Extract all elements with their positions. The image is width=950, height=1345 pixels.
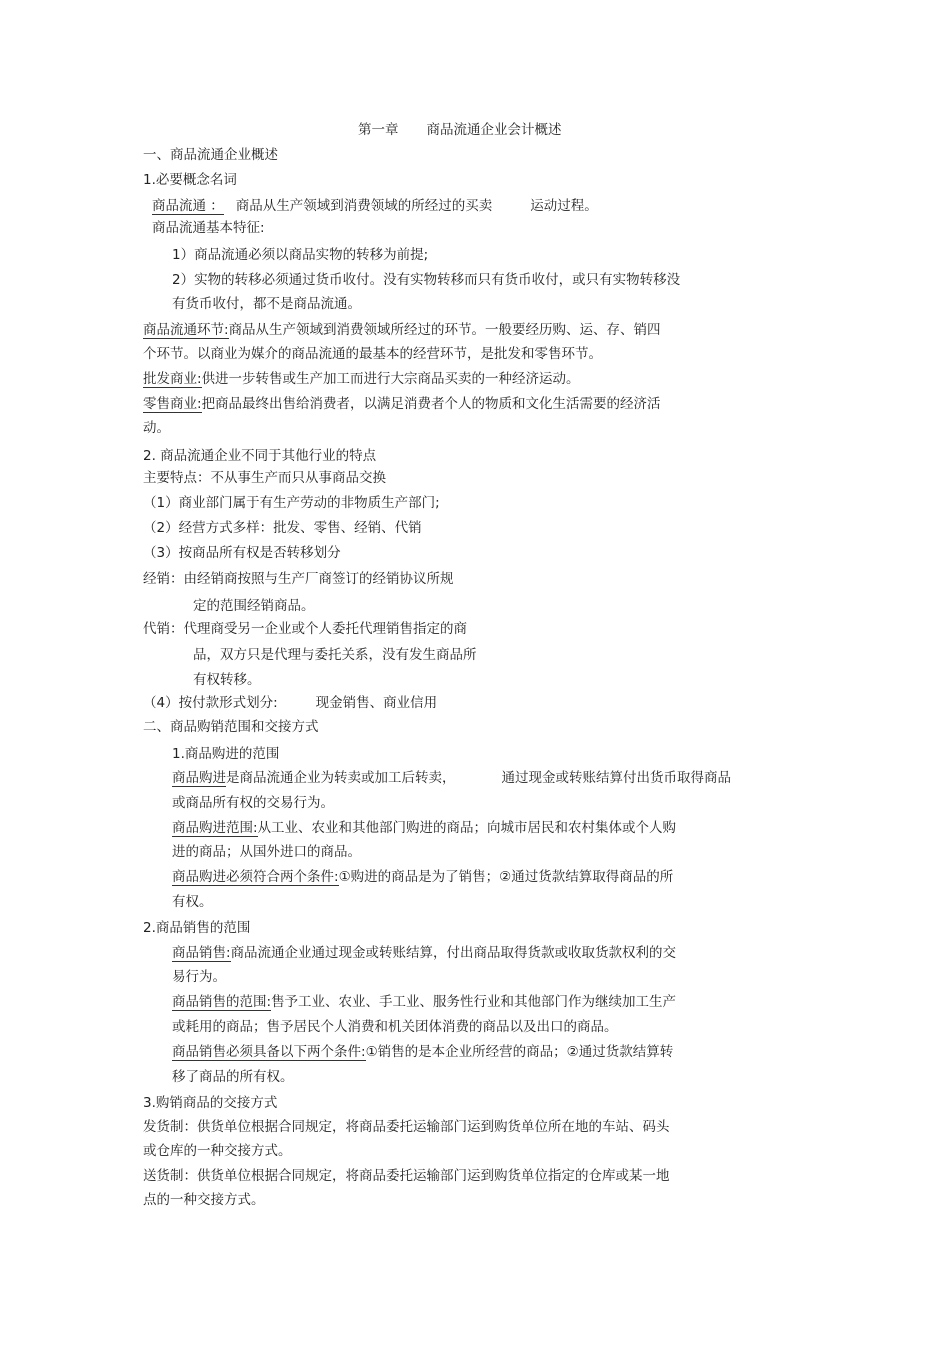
subheading-1-1: 1.必要概念名词 (143, 172, 237, 188)
chapter-number: 第一章 (358, 122, 399, 138)
term-shipment: 发货制：供货单位根据合同规定，将商品委托运输部门运到购货单位所在地的车站、码头 (143, 1119, 670, 1135)
term-delivery: 送货制：供货单位根据合同规定，将商品委托运输部门运到购货单位指定的仓库或某一地 (143, 1168, 670, 1184)
term-label: 商品购进范围: (172, 820, 258, 836)
paragraph-line: 移了商品的所有权。 (172, 1069, 294, 1085)
term-label: 商品购进必须符合两个条件: (172, 869, 339, 885)
term-label: 商品流通 ： (152, 198, 224, 214)
term-distribution: 经销：由经销商按照与生产厂商签订的经销协议所规 (143, 571, 454, 587)
term-label: 商品流通环节: (143, 322, 229, 338)
list-item: （2）经营方式多样：批发、零售、经销、代销 (143, 520, 422, 536)
term-sales-scope: 商品销售的范围:售予工业、农业、手工业、服务性行业和其他部门作为继续加工生产 (172, 994, 677, 1010)
list-item: （3）按商品所有权是否转移划分 (143, 545, 341, 561)
term-purchase: 商品购进是商品流通企业为转卖或加工后转卖， 通过现金或转账结算付出货币取得商品 (172, 770, 731, 786)
feature-item: 2）实物的转移必须通过货币收付。没有实物转移而只有货币收付，或只有实物转移没 (172, 272, 681, 288)
paragraph-line: 或耗用的商品；售予居民个人消费和机关团体消费的商品以及出口的商品。 (172, 1019, 618, 1035)
list-item: （1）商业部门属于有生产劳动的非物质生产部门; (143, 495, 440, 511)
subheading-2-1: 1.商品购进的范围 (172, 746, 280, 762)
main-feature: 主要特点：不从事生产而只从事商品交换 (143, 470, 386, 486)
paragraph-line: 定的范围经销商品。 (193, 598, 315, 614)
subheading-2-2: 2.商品销售的范围 (143, 920, 251, 936)
term-label: 批发商业: (143, 371, 202, 387)
subheading-2-3: 3.购销商品的交接方式 (143, 1095, 278, 1111)
paragraph-line: 有权。 (172, 894, 213, 910)
chapter-name: 商品流通企业会计概述 (426, 122, 562, 138)
term-circulation-link: 商品流通环节:商品从生产领域到消费领域所经过的环节。一般要经历购、运、存、销四 (143, 322, 661, 338)
section-heading-1: 一、商品流通企业概述 (143, 147, 278, 163)
feature-item: 1）商品流通必须以商品实物的转移为前提; (172, 247, 429, 263)
paragraph-line: 或仓库的一种交接方式。 (143, 1143, 292, 1159)
term-label: 商品销售: (172, 945, 231, 961)
feature-item-cont: 有货币收付，都不是商品流通。 (172, 296, 361, 312)
term-purchase-scope: 商品购进范围:从工业、农业和其他部门购进的商品；向城市居民和农村集体或个人购 (172, 820, 677, 836)
paragraph-line: 易行为。 (172, 969, 226, 985)
term-wholesale: 批发商业:供进一步转售或生产加工而进行大宗商品买卖的一种经济运动。 (143, 371, 580, 387)
term-label: 商品销售的范围: (172, 994, 272, 1010)
term-purchase-conditions: 商品购进必须符合两个条件:①购进的商品是为了销售；②通过货款结算取得商品的所 (172, 869, 674, 885)
subheading-1-2: 2. 商品流通企业不同于其他行业的特点 (143, 448, 377, 464)
section-heading-2: 二、商品购销范围和交接方式 (143, 719, 319, 735)
paragraph-line: 点的一种交接方式。 (143, 1192, 265, 1208)
term-label: 商品销售必须具备以下两个条件: (172, 1044, 366, 1060)
page-title (358, 121, 562, 139)
paragraph-line: 个环节。以商业为媒介的商品流通的最基本的经营环节，是批发和零售环节。 (143, 346, 602, 362)
paragraph-line: 或商品所有权的交易行为。 (172, 795, 334, 811)
term-label: 零售商业: (143, 396, 202, 412)
paragraph-line: 品，双方只是代理与委托关系，没有发生商品所 (193, 647, 477, 663)
list-item: （4）按付款形式划分: 现金销售、商业信用 (143, 695, 438, 711)
term-sales: 商品销售:商品流通企业通过现金或转账结算，付出商品取得货款或收取货款权利的交 (172, 945, 677, 961)
paragraph-line: 进的商品；从国外进口的商品。 (172, 844, 361, 860)
term-sales-conditions: 商品销售必须具备以下两个条件:①销售的是本企业所经营的商品；②通过货款结算转 (172, 1044, 674, 1060)
term-retail: 零售商业:把商品最终出售给消费者，以满足消费者个人的物质和文化生活需要的经济活 (143, 396, 661, 412)
paragraph-line: 有权转移。 (193, 672, 261, 688)
term-circulation: 商品流通 ： 商品从生产领域到消费领域的所经过的买卖 运动过程。 (152, 198, 598, 214)
term-label: 商品购进 (172, 770, 226, 786)
paragraph-line: 动。 (143, 420, 170, 436)
term-agency: 代销：代理商受另一企业或个人委托代理销售指定的商 (143, 621, 467, 637)
features-title: 商品流通基本特征: (152, 220, 265, 236)
